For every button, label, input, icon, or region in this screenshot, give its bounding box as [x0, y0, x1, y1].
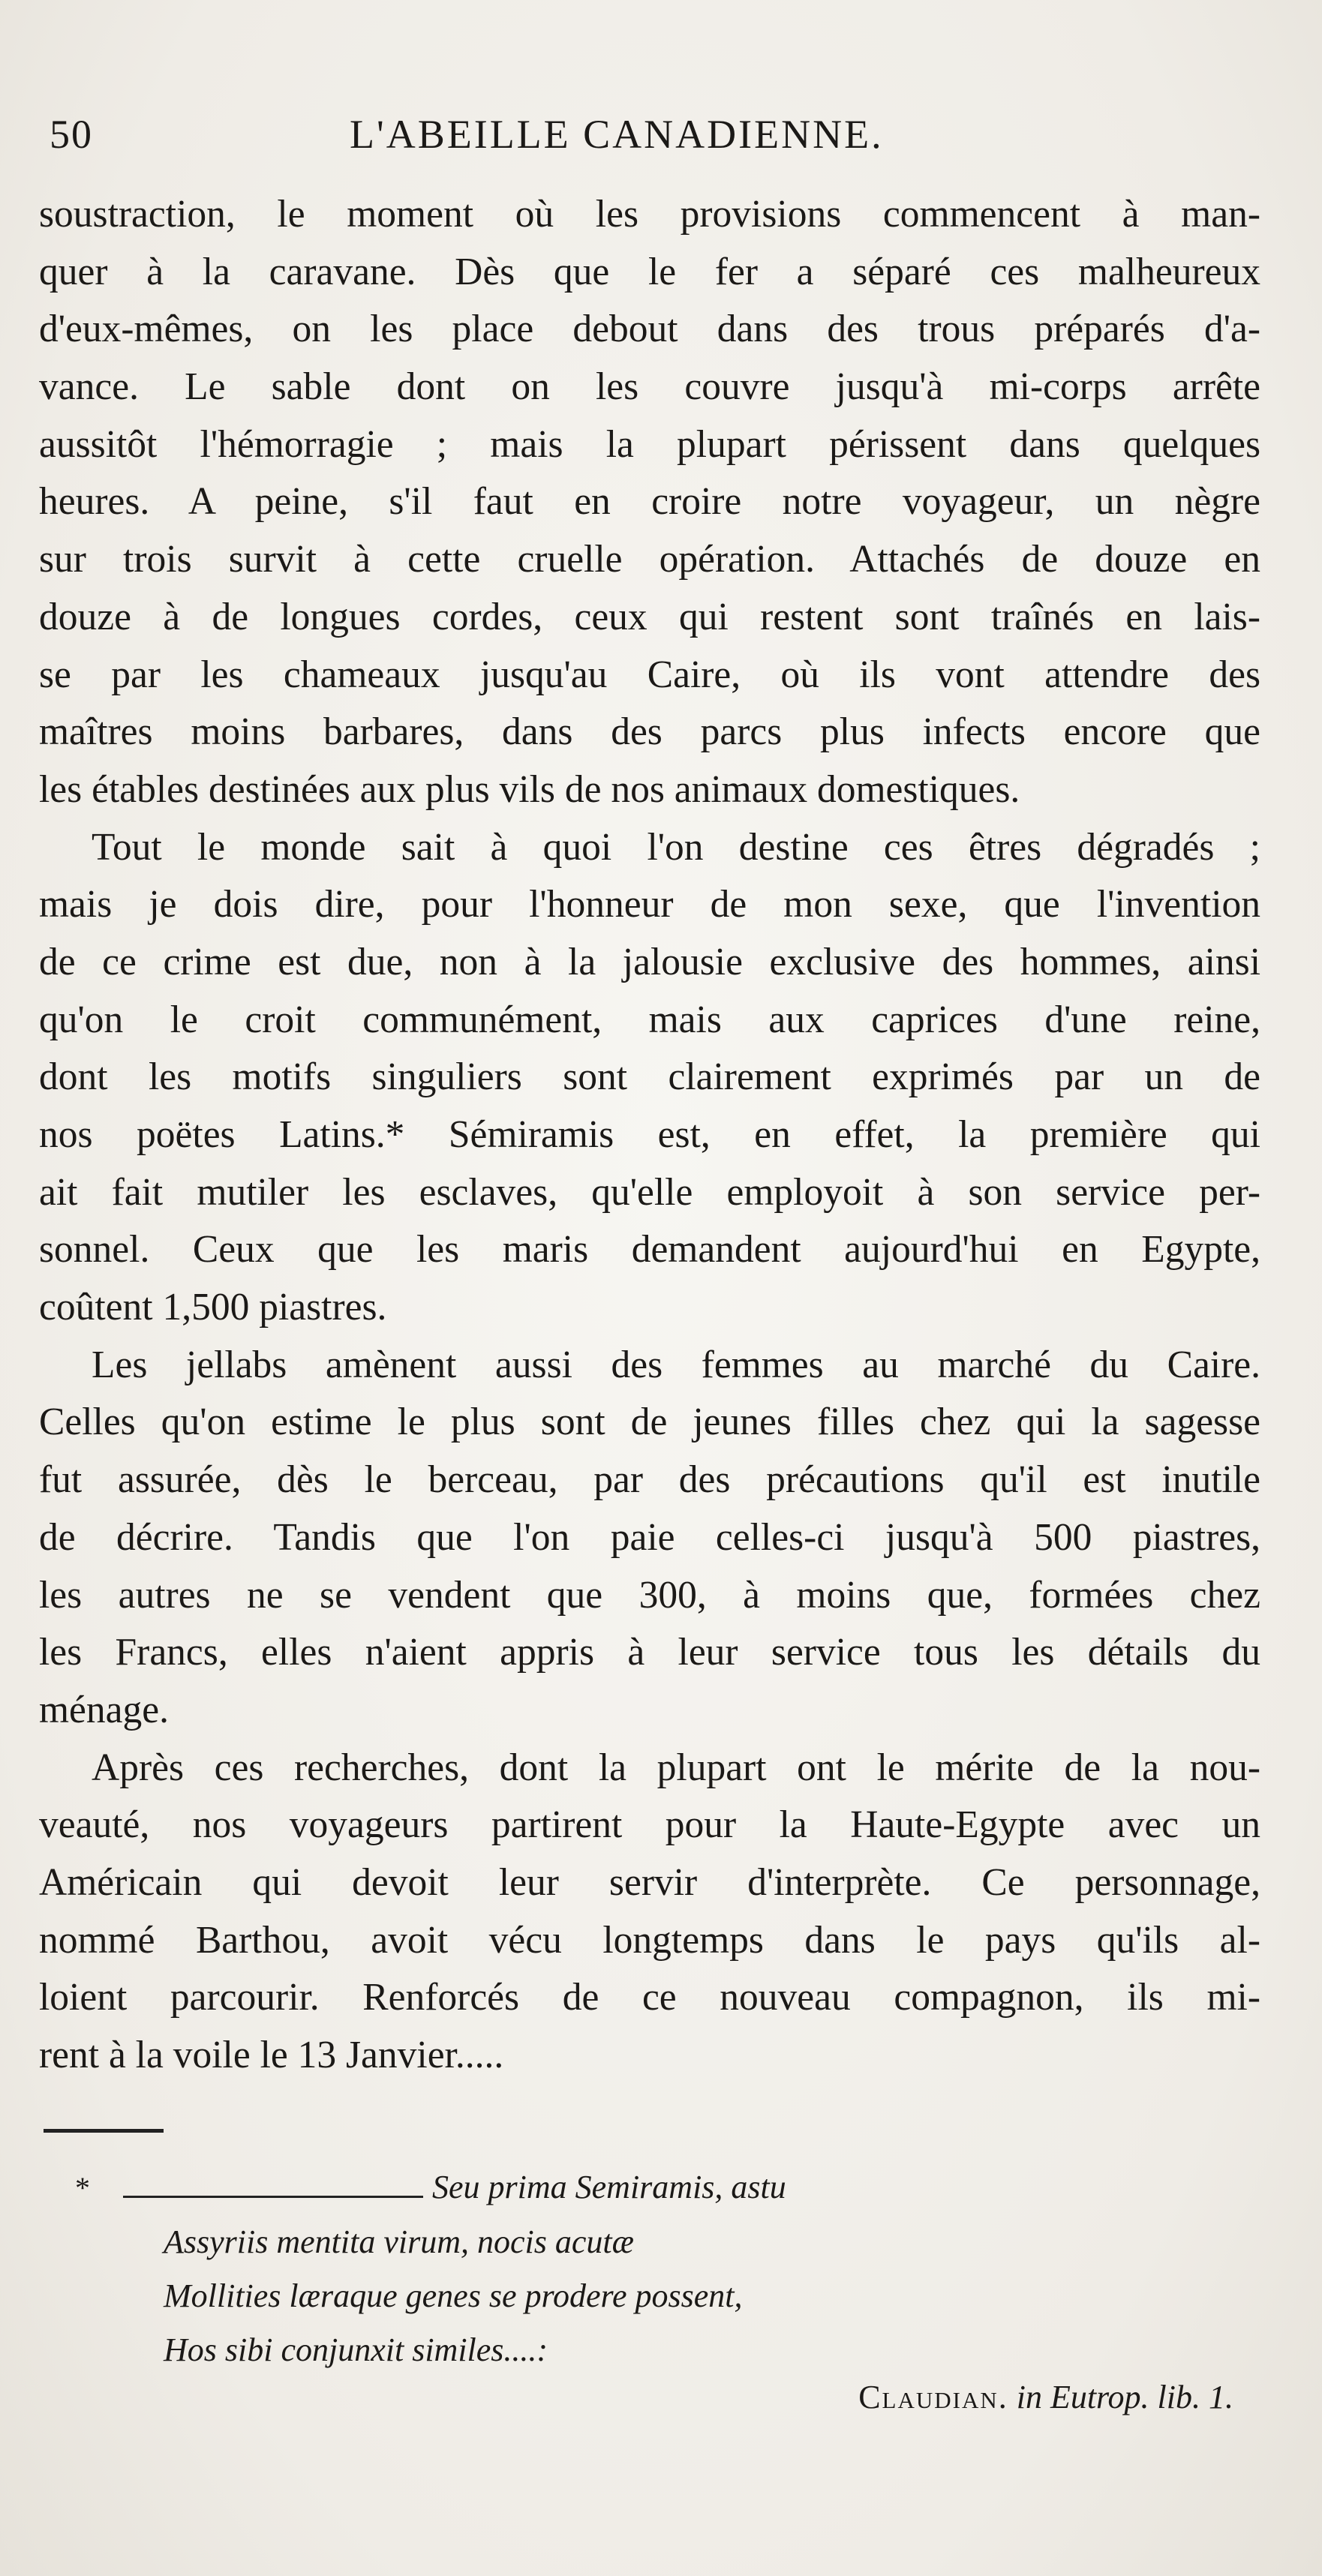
text-line: de décrire. Tandis que l'on paie celles-ci jusqu'à 500 piastres, [39, 1515, 1260, 1559]
footnote-rule [44, 2129, 164, 2133]
text-line: veauté, nos voyageurs partirent pour la Haute-Egypte avec un [39, 1803, 1260, 1847]
text-line: douze à de longues cordes, ceux qui restent sont traînés en lais- [39, 595, 1260, 638]
citation-work: in Eutrop. lib. 1. [1016, 2379, 1233, 2415]
text-line: nos poëtes Latins.* Sémiramis est, en effet, la première qui [39, 1113, 1260, 1156]
footnote-verse: Hos sibi conjunxit similes....: [164, 2331, 548, 2368]
text-line: sur trois survit à cette cruelle opération. Attachés de douze en [39, 538, 1260, 581]
page-number: 50 [50, 112, 93, 157]
text-line: heures. A peine, s'il faut en croire notre voyageur, un nègre [39, 480, 1260, 524]
text-line: coûtent 1,500 piastres. [39, 1286, 387, 1329]
text-line: les autres ne se vendent que 300, à moins que, formées chez [39, 1573, 1260, 1617]
text-line: Tout le monde sait à quoi l'on destine ces êtres dégradés ; [92, 825, 1260, 869]
footnote-citation [858, 2378, 1233, 2416]
text-line: fut assurée, dès le berceau, par des précautions qu'il est inutile [39, 1458, 1260, 1502]
footnote-verse: Mollities læraque genes se prodere possent, [164, 2277, 743, 2314]
page-header [50, 111, 1265, 164]
text-line: Américain qui devoit leur servir d'interprète. Ce personnage, [39, 1860, 1260, 1904]
text-line: maîtres moins barbares, dans des parcs plus infects encore que [39, 710, 1260, 754]
footnote [75, 2160, 1245, 2377]
text-line: quer à la caravane. Dès que le fer a séparé ces malheureux [39, 250, 1260, 293]
text-line: vance. Le sable dont on les couvre jusqu'à mi-corps arrête [39, 365, 1260, 409]
text-line: Celles qu'on estime le plus sont de jeunes filles chez qui la sagesse [39, 1401, 1260, 1444]
text-line: nommé Barthou, avoit vécu longtemps dans le pays qu'ils al- [39, 1918, 1260, 1962]
body-text [39, 186, 1260, 2085]
text-line: se par les chameaux jusqu'au Caire, où ils vont attendre des [39, 653, 1260, 696]
text-line: Les jellabs amènent aussi des femmes au marché du Caire. [92, 1343, 1260, 1386]
text-line: dont les motifs singuliers sont clairement exprimés par un de [39, 1055, 1260, 1099]
text-line: aussitôt l'hémorragie ; mais la plupart périssent dans quelques [39, 422, 1260, 466]
footnote-verse: Seu prima Semiramis, astu [432, 2169, 786, 2205]
text-line: ait fait mutiler les esclaves, qu'elle employoit à son service per- [39, 1170, 1260, 1214]
text-line: de ce crime est due, non à la jalousie exclusive des hommes, ainsi [39, 940, 1260, 983]
footnote-first-line [75, 2160, 1245, 2215]
text-line: rent à la voile le 13 Janvier..... [39, 2034, 504, 2076]
text-line: sonnel. Ceux que les maris demandent aujourd'hui en Egypte, [39, 1228, 1260, 1271]
text-line: ménage. [39, 1688, 170, 1731]
text-line: mais je dois dire, pour l'honneur de mon sexe, que l'invention [39, 883, 1260, 926]
text-line: les Francs, elles n'aient appris à leur service tous les détails du [39, 1631, 1260, 1674]
footnote-marker: * [75, 2171, 90, 2205]
text-line: soustraction, le moment où les provisions commencent à man- [39, 193, 1260, 236]
footnote-verse: Assyriis mentita virum, nocis acutæ [164, 2223, 634, 2260]
footnote-dash [123, 2196, 423, 2198]
text-line: Après ces recherches, dont la plupart ont le mérite de la nou- [92, 1746, 1260, 1789]
text-line: les étables destinées aux plus vils de nos animaux domestiques. [39, 767, 1020, 811]
running-title: L'ABEILLE CANADIENNE. [350, 112, 884, 157]
text-line: loient parcourir. Renforcés de ce nouveau compagnon, ils mi- [39, 1976, 1260, 2019]
citation-author: Claudian. [858, 2379, 1008, 2415]
text-line: d'eux-mêmes, on les place debout dans des trous préparés d'a- [39, 308, 1260, 351]
text-line: qu'on le croit communément, mais aux caprices d'une reine, [39, 998, 1260, 1041]
